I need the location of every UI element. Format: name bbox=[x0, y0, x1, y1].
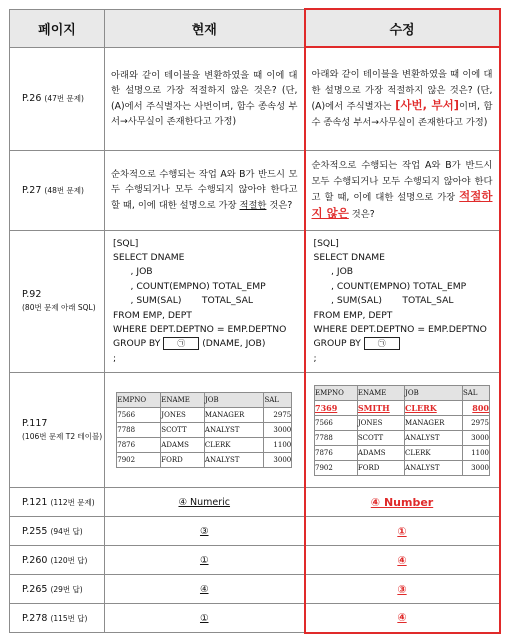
sql-line: , COUNT(EMPNO) TOTAL_EMP bbox=[113, 280, 266, 292]
sql-line: , COUNT(EMPNO) TOTAL_EMP bbox=[313, 280, 467, 292]
current-underlined: 적절한 bbox=[239, 199, 267, 211]
t2-cell: 3000 bbox=[462, 430, 489, 445]
sql-line: [SQL] bbox=[113, 237, 139, 249]
current-text bbox=[105, 150, 305, 230]
page-number: P.278 bbox=[22, 612, 48, 624]
page-sub: (47번 문제) bbox=[44, 94, 84, 103]
current-answer bbox=[105, 517, 305, 546]
t2-table-revised bbox=[314, 385, 490, 476]
revised-answer-value: ④ bbox=[397, 611, 407, 625]
page-cell bbox=[10, 488, 105, 517]
t2-col-header: JOB bbox=[405, 385, 463, 400]
t2-row bbox=[315, 460, 490, 475]
t2-cell: 7876 bbox=[117, 438, 161, 453]
page-cell bbox=[10, 517, 105, 546]
current-text: 아래와 같이 테이블을 변환하였을 때 이에 대한 설명으로 가장 적절하지 않은 것은? (단, (A)에서 주식별자는 사번이며, 함수 종속성 부서→사무실이 존재한다고 가정) bbox=[105, 47, 305, 150]
t2-row bbox=[117, 438, 292, 453]
revised-answer-value: ① bbox=[397, 524, 407, 538]
t2-row bbox=[117, 423, 292, 438]
page-cell bbox=[10, 47, 105, 150]
t2-row bbox=[315, 445, 490, 460]
header-current: 현재 bbox=[105, 9, 305, 47]
t2-cell: 7369 bbox=[315, 400, 358, 415]
sql-groupby-line bbox=[314, 337, 491, 351]
sql-groupby-line bbox=[113, 337, 296, 351]
revised-highlight: [사번, 부서] bbox=[395, 98, 460, 113]
t2-cell: SMITH bbox=[357, 400, 404, 415]
t2-cell: FORD bbox=[357, 460, 404, 475]
t2-col-header: EMPNO bbox=[315, 385, 358, 400]
sql-line: SELECT DNAME bbox=[313, 251, 385, 263]
table-row bbox=[10, 150, 500, 230]
table-row bbox=[10, 230, 500, 373]
page-cell bbox=[10, 150, 105, 230]
t2-cell: SCOTT bbox=[161, 423, 205, 438]
header-row bbox=[10, 9, 500, 47]
t2-cell: SCOTT bbox=[357, 430, 404, 445]
revised-text-a: 아래와 같이 테이블을 변환하였을 때 이에 대한 설명으로 가장 적절하지 않은 것은? (단, (A)에서 주식별자는 bbox=[311, 69, 493, 113]
t2-cell: 7902 bbox=[315, 460, 358, 475]
t2-cell: 3000 bbox=[264, 423, 292, 438]
table-row bbox=[10, 488, 500, 517]
t2-cell: FORD bbox=[161, 453, 205, 468]
t2-cell: 2975 bbox=[264, 408, 292, 423]
group-by-tail: (DNAME, JOB) bbox=[202, 338, 266, 350]
revised-answer-value: ④ Number bbox=[370, 495, 434, 509]
page-cell bbox=[10, 373, 105, 488]
current-answer-value: ④ Numeric bbox=[178, 496, 231, 508]
blank-box: ㉠ bbox=[163, 337, 199, 350]
current-answer-value: ① bbox=[199, 612, 209, 624]
t2-cell: 3000 bbox=[462, 460, 489, 475]
sql-line: , SUM(SAL) TOTAL_SAL bbox=[113, 295, 254, 307]
current-t2-cell bbox=[105, 373, 305, 488]
blank-box: ㉠ bbox=[364, 337, 400, 350]
sql-line: WHERE DEPT.DEPTNO = EMP.DEPTNO bbox=[113, 323, 287, 335]
current-answer bbox=[105, 488, 305, 517]
page-cell bbox=[10, 575, 105, 604]
t2-header-row bbox=[315, 385, 490, 400]
revised-sql bbox=[305, 230, 500, 373]
table-row bbox=[10, 546, 500, 575]
t2-cell: CLERK bbox=[204, 438, 264, 453]
t2-added-row bbox=[315, 400, 490, 415]
sql-line: FROM EMP, DEPT bbox=[313, 309, 393, 321]
t2-col-header: JOB bbox=[204, 393, 264, 408]
header-revised: 수정 bbox=[305, 9, 500, 47]
t2-row bbox=[315, 430, 490, 445]
page-sub: (29번 답) bbox=[50, 584, 83, 594]
t2-cell: 3000 bbox=[264, 453, 292, 468]
t2-col-header: ENAME bbox=[161, 393, 205, 408]
current-answer bbox=[105, 575, 305, 604]
t2-cell: CLERK bbox=[405, 400, 463, 415]
page-number: P.260 bbox=[22, 554, 48, 566]
revised-answer bbox=[305, 488, 500, 517]
revised-answer-value: ③ bbox=[397, 582, 407, 596]
t2-cell: JONES bbox=[161, 408, 205, 423]
t2-row bbox=[315, 415, 490, 430]
current-answer bbox=[105, 604, 305, 633]
t2-cell: CLERK bbox=[405, 445, 463, 460]
revised-text bbox=[305, 47, 500, 150]
revised-text-b: 것은? bbox=[348, 208, 375, 220]
page-sub: (120번 답) bbox=[50, 555, 88, 565]
t2-cell: 7788 bbox=[315, 430, 358, 445]
page-cell bbox=[10, 604, 105, 633]
page-number: P.255 bbox=[22, 525, 48, 537]
revised-answer bbox=[305, 546, 500, 575]
sql-line: , JOB bbox=[113, 266, 153, 278]
revised-answer bbox=[305, 517, 500, 546]
sql-line: SELECT DNAME bbox=[113, 251, 185, 263]
table-row bbox=[10, 575, 500, 604]
sql-semicolon: ; bbox=[313, 352, 317, 364]
page-number: P.92 bbox=[22, 289, 42, 301]
current-answer-value: ③ bbox=[199, 525, 209, 537]
t2-cell: MANAGER bbox=[405, 415, 463, 430]
t2-cell: ADAMS bbox=[161, 438, 205, 453]
revised-answer-value: ④ bbox=[397, 553, 407, 567]
revised-text bbox=[305, 150, 500, 230]
group-by-keyword: GROUP BY bbox=[113, 338, 161, 350]
t2-cell: 800 bbox=[462, 400, 489, 415]
t2-col-header: ENAME bbox=[357, 385, 404, 400]
sql-line: WHERE DEPT.DEPTNO = EMP.DEPTNO bbox=[313, 323, 487, 335]
t2-col-header: EMPNO bbox=[117, 393, 161, 408]
t2-row bbox=[117, 453, 292, 468]
t2-cell: 2975 bbox=[462, 415, 489, 430]
current-text-b: 것은? bbox=[266, 199, 293, 211]
revised-highlight: 적절하지 않은 bbox=[311, 189, 493, 220]
table-row bbox=[10, 517, 500, 546]
t2-cell: JONES bbox=[357, 415, 404, 430]
sql-line: , JOB bbox=[313, 266, 354, 278]
t2-header-row bbox=[117, 393, 292, 408]
page-cell bbox=[10, 230, 105, 373]
table-row bbox=[10, 604, 500, 633]
errata-table bbox=[9, 8, 501, 634]
header-page: 페이지 bbox=[10, 9, 105, 47]
t2-col-header: SAL bbox=[264, 393, 292, 408]
page-sub: (48번 문제) bbox=[44, 185, 84, 195]
table-row bbox=[10, 373, 500, 488]
t2-cell: ANALYST bbox=[204, 423, 264, 438]
page-sub: (115번 답) bbox=[50, 613, 88, 623]
t2-col-header: SAL bbox=[462, 385, 489, 400]
t2-row bbox=[117, 408, 292, 423]
page-sub: (106번 문제 T2 테이블) bbox=[22, 432, 103, 442]
sql-line: FROM EMP, DEPT bbox=[113, 309, 192, 321]
revised-answer bbox=[305, 575, 500, 604]
t2-cell: 7902 bbox=[117, 453, 161, 468]
sql-semicolon: ; bbox=[113, 352, 117, 364]
current-sql bbox=[105, 230, 305, 373]
t2-cell: ADAMS bbox=[357, 445, 404, 460]
page-number: P.265 bbox=[22, 583, 48, 595]
page-number: P.117 bbox=[22, 418, 48, 430]
page-number: P.121 bbox=[22, 496, 48, 508]
page-number: P.26 bbox=[22, 93, 42, 104]
current-answer-value: ① bbox=[199, 554, 209, 566]
t2-cell: 7566 bbox=[117, 408, 161, 423]
t2-cell: MANAGER bbox=[204, 408, 264, 423]
revised-t2-cell bbox=[305, 373, 500, 488]
t2-cell: 7566 bbox=[315, 415, 358, 430]
t2-cell: 7788 bbox=[117, 423, 161, 438]
t2-cell: 1100 bbox=[462, 445, 489, 460]
current-text-a: 순차적으로 수행되는 작업 A와 B가 반드시 모두 수행되거나 모두 수행되지 않아야 한다고 할 때, 이에 대한 설명으로 가장 bbox=[111, 168, 298, 211]
current-answer-value: ④ bbox=[199, 583, 209, 595]
table-row bbox=[10, 47, 500, 150]
t2-cell: ANALYST bbox=[204, 453, 264, 468]
t2-cell: 7876 bbox=[315, 445, 358, 460]
page-sub: (94번 답) bbox=[50, 526, 83, 536]
page-number: P.27 bbox=[22, 184, 42, 196]
revised-answer bbox=[305, 604, 500, 633]
page-sub: (80번 문제 아래 SQL) bbox=[22, 303, 96, 313]
page-cell bbox=[10, 546, 105, 575]
revised-text-a: 순차적으로 수행되는 작업 A와 B가 반드시 모두 수행되거나 모두 수행되지 않아야 한다고 할 때, 이에 대한 설명으로 가장 bbox=[311, 160, 493, 203]
t2-cell: ANALYST bbox=[405, 460, 463, 475]
t2-cell: ANALYST bbox=[405, 430, 463, 445]
page-sub: (112번 문제) bbox=[50, 497, 95, 507]
group-by-keyword: GROUP BY bbox=[313, 338, 361, 350]
current-answer bbox=[105, 546, 305, 575]
sql-line: [SQL] bbox=[313, 237, 339, 249]
t2-cell: 1100 bbox=[264, 438, 292, 453]
revised-text-b: 이며, 함수 종속성 부서→사무실이 존재한다고 가정) bbox=[311, 101, 493, 128]
sql-line: , SUM(SAL) TOTAL_SAL bbox=[313, 295, 454, 307]
t2-table bbox=[116, 392, 292, 468]
